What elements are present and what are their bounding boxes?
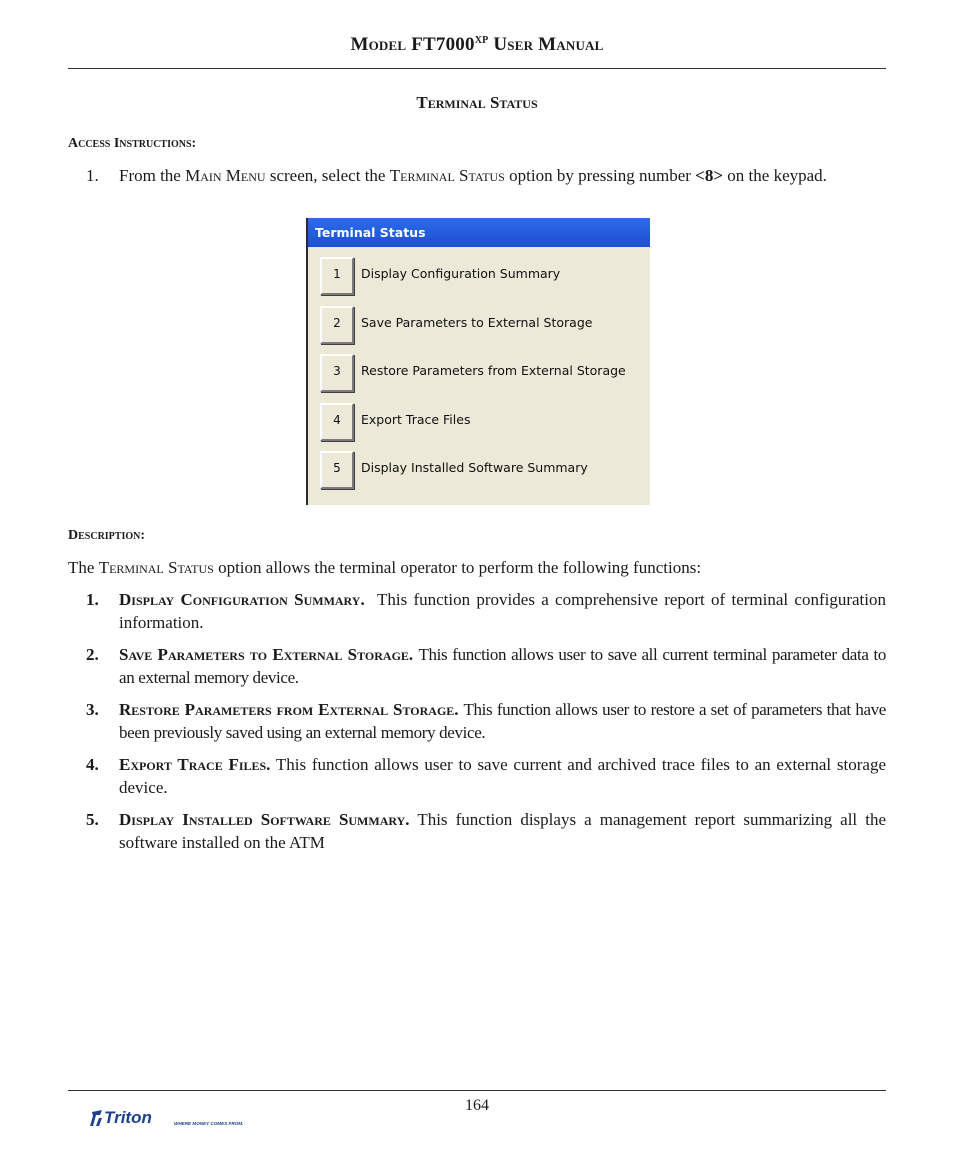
triton-logo — [90, 1106, 260, 1132]
function-name: Display Installed Software Summary. — [119, 810, 410, 829]
function-name: Restore Parameters from External Storage. — [119, 700, 459, 719]
function-item — [119, 698, 886, 744]
terminal-status-term: Terminal Status — [98, 558, 214, 577]
screenshot-title-bar: Terminal Status — [308, 218, 650, 247]
keypad-key: <8> — [695, 166, 724, 185]
step-text-part: From the — [119, 166, 186, 185]
option-3-label: Restore Parameters from External Storage — [361, 363, 626, 378]
screenshot-option-row — [320, 306, 650, 344]
intro-text-part: option allows the terminal operator to perform the following functions: — [213, 558, 702, 577]
header-model-prefix: Model — [350, 34, 407, 55]
option-1-label: Display Configuration Summary — [361, 266, 561, 281]
screenshot-option-row — [320, 257, 650, 295]
description-heading: Description: — [68, 528, 146, 543]
page-number: 164 — [465, 1097, 489, 1114]
function-number: 5. — [86, 810, 99, 829]
access-instructions-heading: Access Instructions: — [68, 136, 197, 151]
terminal-status-term: Terminal Status — [389, 166, 505, 185]
function-number: 2. — [86, 645, 99, 664]
option-1-button[interactable]: 1 — [320, 257, 354, 295]
main-menu-term: Main Menu — [185, 166, 266, 185]
step-number: 1. — [86, 166, 99, 185]
header-manual-suffix: User Manual — [493, 34, 604, 55]
option-5-button[interactable]: 5 — [320, 451, 354, 489]
function-description: This function allows user to restore a set of parameters that have been previously saved using an external memory device. — [119, 700, 887, 742]
function-description: This function displays a management report summarizing all the software installed on the ATM — [119, 810, 886, 852]
step-text — [119, 164, 886, 187]
screenshot-option-row — [320, 403, 650, 441]
logo-text: Triton — [104, 1108, 152, 1127]
header-model-number: FT7000 — [411, 34, 475, 55]
function-description: This function provides a comprehensive report of terminal configuration information. — [119, 590, 886, 632]
option-4-button[interactable]: 4 — [320, 403, 354, 441]
function-name: Save Parameters to External Storage. — [119, 645, 414, 664]
footer-rule — [68, 1090, 886, 1091]
step-text-part: option by pressing number — [504, 166, 696, 185]
function-description: This function allows user to save all current terminal parameter data to an external memory device. — [119, 645, 886, 687]
triton-logo-mark — [90, 1110, 102, 1126]
header-model-superscript: XP — [474, 35, 489, 46]
function-item — [119, 588, 886, 634]
running-header — [68, 34, 886, 56]
option-5-label: Display Installed Software Summary — [361, 460, 588, 475]
function-description: This function allows user to save current and archived trace files to an external storage device. — [119, 755, 886, 797]
function-number: 1. — [86, 590, 99, 609]
function-number: 3. — [86, 700, 99, 719]
function-name: Export Trace Files. — [119, 755, 271, 774]
option-2-button[interactable]: 2 — [320, 306, 354, 344]
section-title: Terminal Status — [416, 93, 538, 112]
step-text-part: on the keypad. — [723, 166, 827, 185]
screenshot-option-row — [320, 354, 650, 392]
logo-tagline: WHERE MONEY COMES FROM. — [174, 1121, 244, 1126]
function-number: 4. — [86, 755, 99, 774]
terminal-status-screenshot — [306, 218, 650, 505]
function-item — [119, 808, 886, 854]
description-intro — [68, 556, 886, 579]
function-item — [119, 753, 886, 799]
screenshot-option-row — [320, 451, 650, 489]
intro-text-part: The — [68, 558, 99, 577]
header-rule — [68, 68, 886, 69]
function-name: Display Configuration Summary. — [119, 590, 365, 609]
option-4-label: Export Trace Files — [361, 412, 471, 427]
step-text-part: screen, select the — [265, 166, 390, 185]
function-item — [119, 643, 886, 689]
option-3-button[interactable]: 3 — [320, 354, 354, 392]
option-2-label: Save Parameters to External Storage — [361, 315, 593, 330]
